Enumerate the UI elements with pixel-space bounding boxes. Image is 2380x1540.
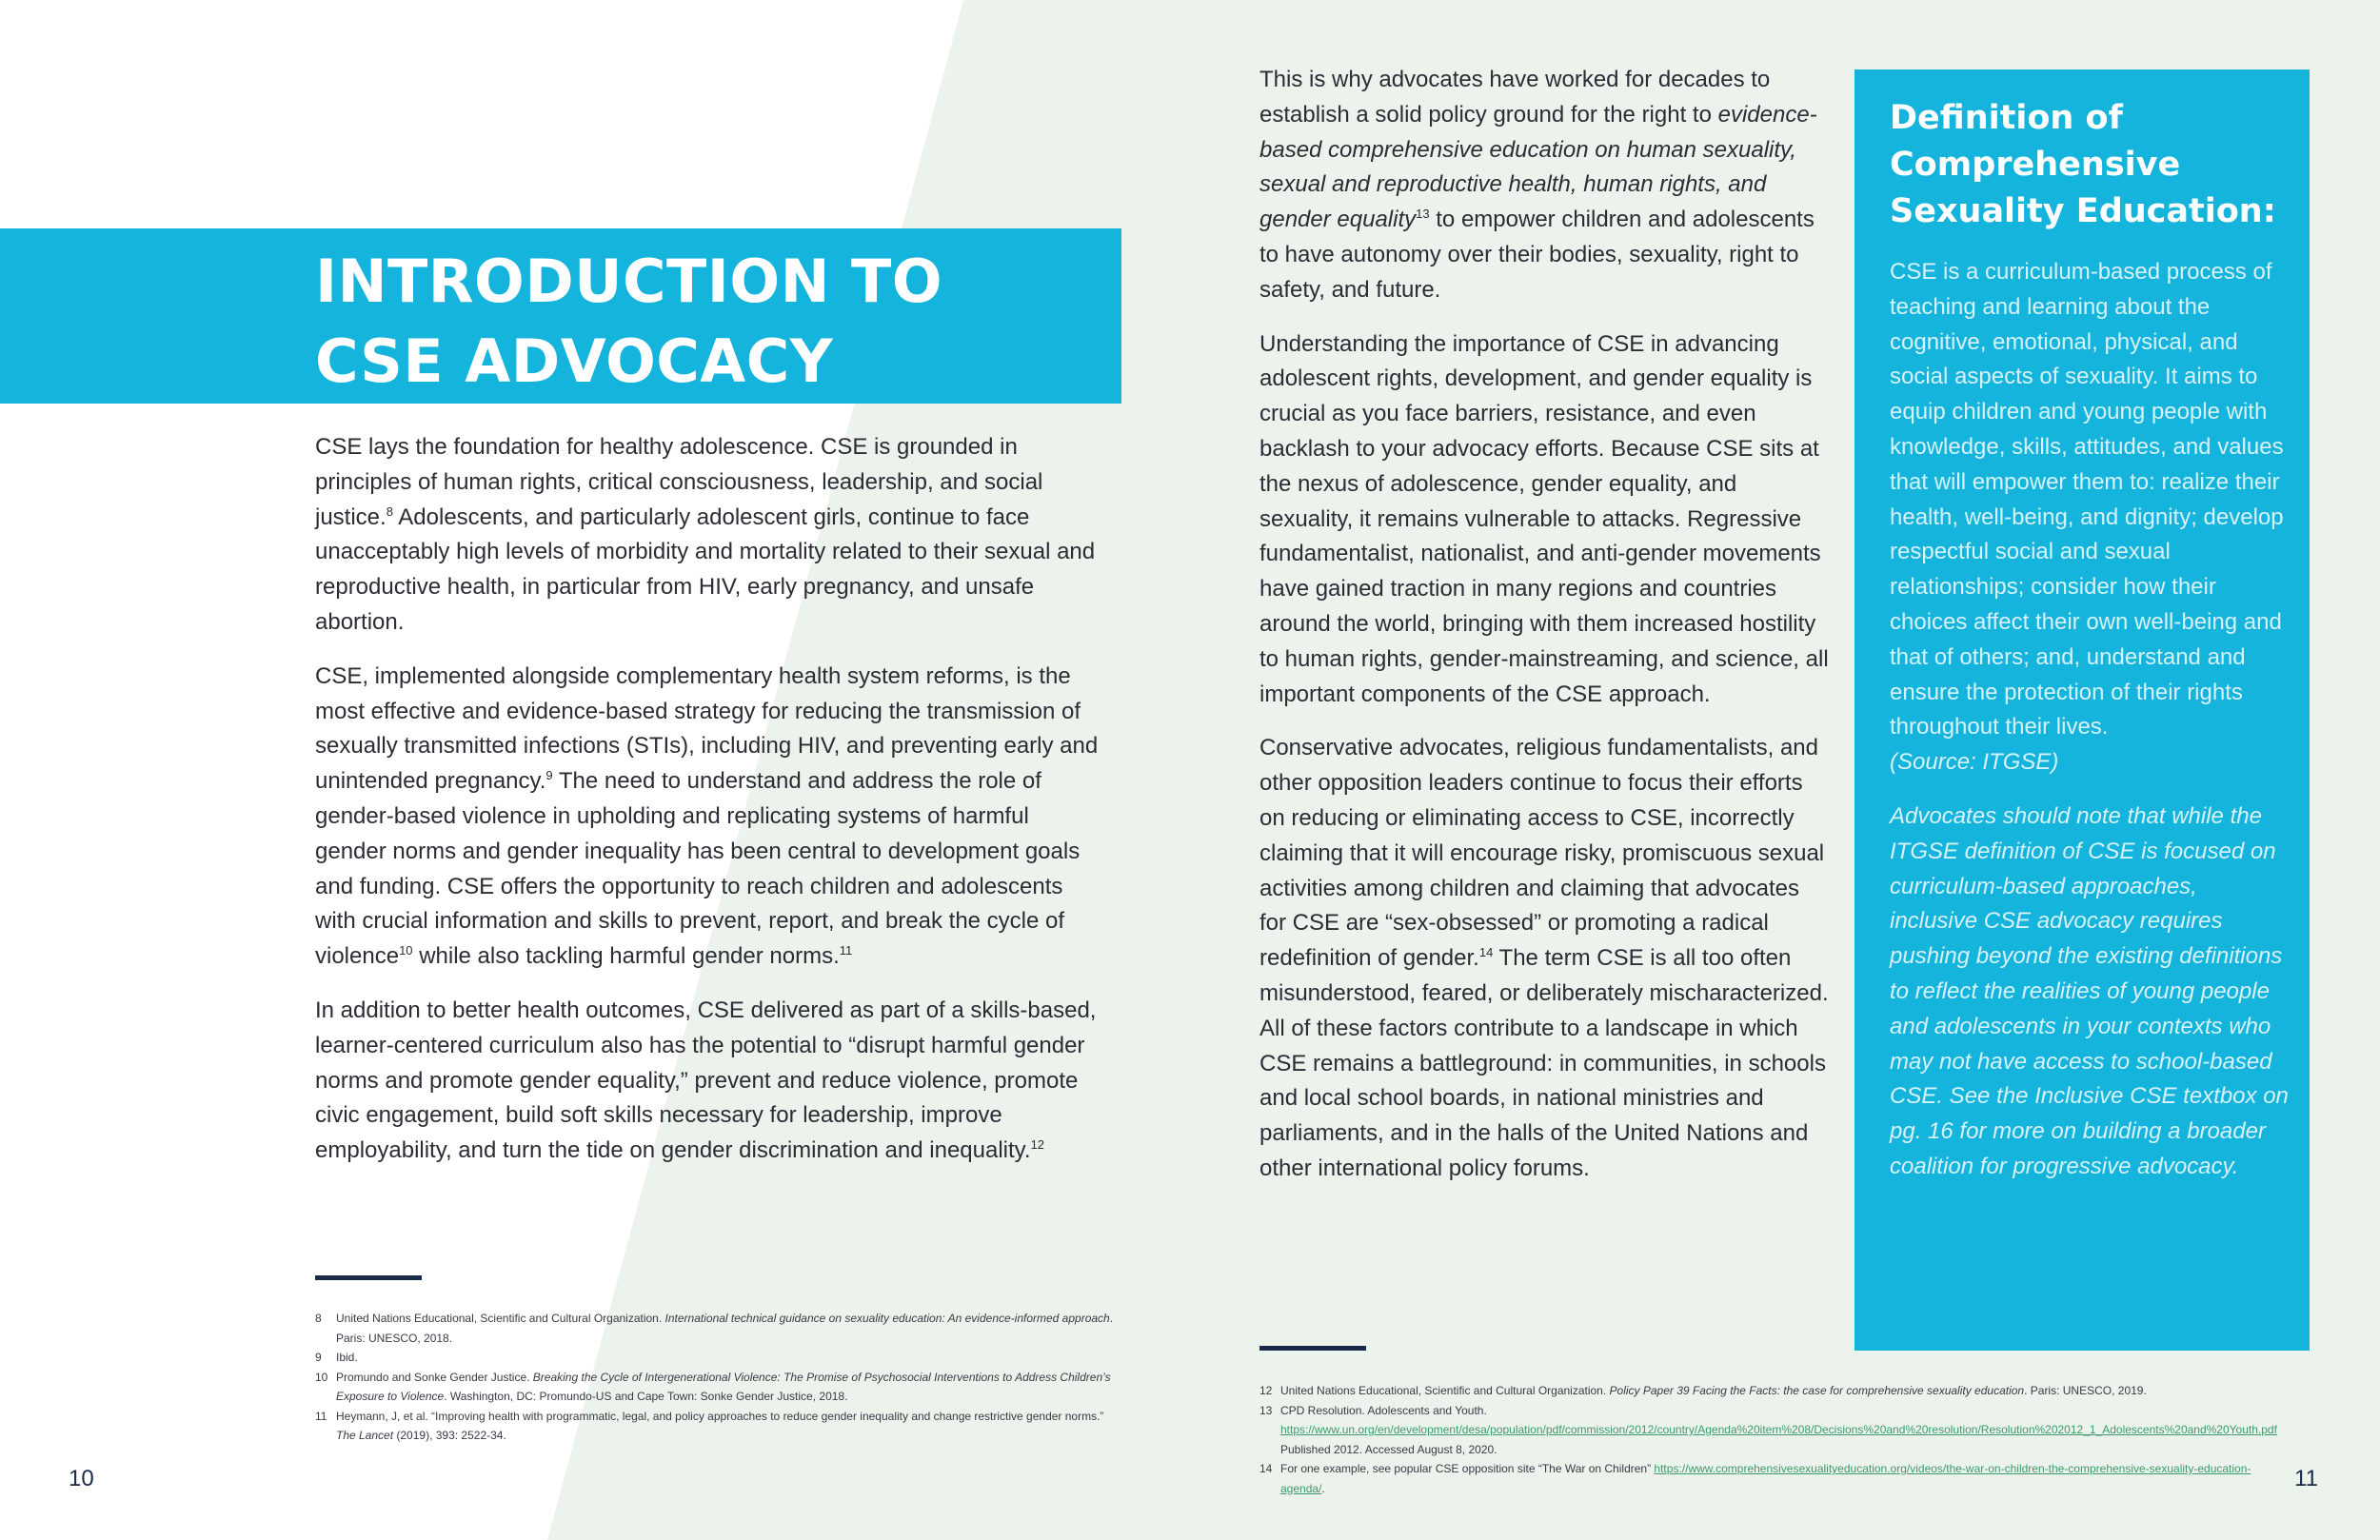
page-number-left: 10	[69, 1466, 94, 1491]
paragraph-footnote-ref: 10	[399, 943, 413, 958]
footnote-text: . Paris: UNESCO, 2018.	[336, 1312, 1114, 1345]
body-paragraph	[315, 660, 1105, 975]
footnote-text: .	[1321, 1481, 1325, 1495]
footnote-text	[336, 1309, 1124, 1348]
footnote	[315, 1407, 1124, 1446]
footnote-number: 12	[1259, 1384, 1273, 1397]
page-title	[315, 242, 1096, 402]
sidebar-title-line-3: Sexuality Education:	[1890, 192, 2276, 230]
footnote-text	[336, 1348, 358, 1368]
page-title-line-2: CSE ADVOCACY	[315, 326, 834, 396]
footnote-text: Heymann, J, et al. “Improving health with programmatic, legal, and policy approaches to reduce gender inequality and change restrictive gender norms.”	[336, 1409, 1104, 1423]
sidebar-definition: CSE is a curriculum-based process of teaching and learning about the cognitive, emotional, physical, and social aspects of sexuality. It aims to equip children and young people with knowledge, skills, attitudes, and values that will empower them to: realize their health, well-being, and dignity; develop respectful social and sexual relationships; consider how their choices affect their own well-being and that of others; and, understand and ensure the protection of their rights throughout their lives.	[1890, 259, 2284, 740]
footnote-italic-text: International technical guidance on sexuality education: An evidence-informed approach	[664, 1312, 1110, 1325]
footnote-link[interactable]: https://www.comprehensivesexualityeducation.org/videos/the-war-on-children-the-comprehensive-sexuality-education-agenda/	[1280, 1462, 2251, 1495]
body-paragraph	[1259, 731, 1831, 1186]
right-body-text	[1259, 63, 1831, 1206]
footnote-number: 13	[1259, 1403, 1273, 1417]
paragraph-text: CSE, implemented alongside complementary health system reforms, is the most effective and evidence-based strategy for reducing the transmission of sexually transmitted infections (STIs), including HIV, and preventing early and unintended pregnancy.	[315, 662, 1099, 795]
paragraph-text: to empower children and adolescents to have autonomy over their bodies, sexuality, right to safety, and future.	[1259, 207, 1815, 303]
footnote	[315, 1368, 1124, 1407]
footnote-text: For one example, see popular CSE opposition site “The War on Children”	[1280, 1462, 1655, 1475]
body-paragraph	[315, 430, 1105, 641]
footnote	[315, 1348, 1124, 1368]
footnote-text: Ibid.	[336, 1351, 358, 1364]
footnote-italic-text: Breaking the Cycle of Intergenerational Violence: The Promise of Psychosocial Interventions to Address Children’s Exposure to Violence	[336, 1370, 1111, 1403]
paragraph-text: Adolescents, and particularly adolescent girls, continue to face unacceptably high levels of morbidity and mortality related to their sexual and reproductive health, in particular from HIV, early pregnancy, and unsafe abortion.	[315, 503, 1096, 635]
body-paragraph	[1259, 327, 1831, 713]
paragraph-footnote-ref: 12	[1030, 1137, 1045, 1153]
footnote-italic-text: The Lancet	[336, 1429, 394, 1442]
body-paragraph	[1259, 63, 1831, 308]
sidebar-body	[1890, 255, 2290, 1204]
paragraph-text: Understanding the importance of CSE in advancing adolescent rights, development, and gender equality is crucial as you face barriers, resistance, and even backlash to your advocacy efforts. Because CSE sits at the nexus of adolescence, gender equality, and sexuality, it remains vulnerable to attacks. Regressive fundamentalist, nationalist, and anti-gender movements have gained traction in many regions and countries around the world, bringing with them increased hostility to human rights, gender-mainstreaming, and science, all important components of the CSE approach.	[1259, 330, 1829, 707]
left-body-text	[315, 430, 1105, 1188]
page-title-line-1: INTRODUCTION TO	[315, 247, 943, 316]
footnote-text: . Washington, DC: Promundo-US and Cape Town: Sonke Gender Justice, 2018.	[444, 1390, 848, 1403]
paragraph-footnote-ref: 9	[545, 768, 553, 783]
sidebar-note: Advocates should note that while the ITGSE definition of CSE is focused on curriculum-based approaches, inclusive CSE advocacy requires pushing beyond the existing definitions to reflect the realities of young people and adolescents in your contexts who may not have access to school-based CSE. See the Inclusive CSE textbox on pg. 16 for more on building a broader coalition for progressive advocacy.	[1890, 802, 2289, 1179]
body-paragraph	[315, 994, 1105, 1169]
left-footnotes	[315, 1309, 1124, 1446]
footnote-text: CPD Resolution. Adolescents and Youth.	[1280, 1403, 1487, 1417]
page-number-right: 11	[2294, 1466, 2318, 1491]
footnote-number: 10	[315, 1370, 328, 1384]
sidebar-title-line-1: Definition of	[1890, 99, 2123, 137]
footnote-divider-right	[1259, 1346, 1366, 1351]
footnote	[1259, 1401, 2288, 1460]
footnote-text: (2019), 393: 2522-34.	[393, 1429, 506, 1442]
paragraph-footnote-ref: 8	[386, 503, 393, 519]
footnote-text	[1280, 1401, 2288, 1460]
footnote-number: 14	[1259, 1462, 1273, 1475]
footnote-number: 9	[315, 1351, 322, 1364]
paragraph-text: Conservative advocates, religious fundamentalists, and other opposition leaders continue to focus their efforts on reducing or eliminating access to CSE, incorrectly claiming that it will encourage risky, promiscuous sexual activities among children and claiming that advocates for CSE are “sex-obsessed” or promoting a radical redefinition of gender.	[1259, 735, 1825, 972]
paragraph-text: In addition to better health outcomes, CSE delivered as part of a skills-based, learner-centered curriculum also has the potential to “disrupt harmful gender norms and promote gender equality,” prevent and reduce violence, promote civic engagement, build soft skills necessary for leadership, improve employability, and turn the tide on gender discrimination and inequality.	[315, 997, 1097, 1164]
footnote-text: United Nations Educational, Scientific and Cultural Organization.	[336, 1312, 665, 1325]
right-footnotes	[1259, 1381, 2288, 1498]
paragraph-text: The need to understand and address the role of gender-based violence in upholding and replicating systems of harmful gender norms and gender inequality has been central to development goals and funding. CSE offers the opportunity to reach children and adolescents with crucial information and skills to prevent, report, and break the cycle of violence	[315, 768, 1081, 970]
sidebar-title	[1890, 95, 2290, 235]
footnote	[1259, 1381, 2288, 1401]
footnote-link[interactable]: https://www.un.org/en/development/desa/population/pdf/commission/2012/country/Agenda%20item%208/Decisions%20and%20resolution/Resolution%202012_1_Adolescents%20and%20Youth.pdf	[1280, 1423, 2277, 1436]
footnote-text: United Nations Educational, Scientific and Cultural Organization.	[1280, 1384, 1610, 1397]
paragraph-text: The term CSE is all too often misunderstood, feared, or deliberately mischaracterized. All of these factors contribute to a landscape in which CSE remains a battleground: in communities, in schools and local school boards, in national ministries and parliaments, and in the halls of the United Nations and other international policy forums.	[1259, 945, 1829, 1181]
footnote-text: . Paris: UNESCO, 2019.	[2024, 1384, 2147, 1397]
paragraph-text: while also tackling harmful gender norms.	[412, 943, 840, 970]
paragraph-footnote-ref: 14	[1478, 945, 1494, 960]
sidebar-source: (Source: ITGSE)	[1890, 749, 2059, 776]
paragraph-text: CSE lays the foundation for healthy adolescence. CSE is grounded in principles of human rights, critical consciousness, leadership, and social justice.	[315, 434, 1043, 530]
footnote-number: 11	[315, 1409, 327, 1423]
footnote-text	[1280, 1459, 2288, 1498]
footnote-text	[336, 1368, 1124, 1407]
paragraph-footnote-ref: 11	[839, 943, 853, 958]
footnote-italic-text: Policy Paper 39 Facing the Facts: the case for comprehensive sexuality education	[1609, 1384, 2025, 1397]
paragraph-italic-text: evidence-based comprehensive education on human sexuality, sexual and reproductive health, human rights, and gender equality	[1259, 101, 1817, 233]
sidebar-title-line-2: Comprehensive	[1890, 146, 2181, 184]
footnote-text: Promundo and Sonke Gender Justice.	[336, 1370, 533, 1384]
footnote-text	[1280, 1381, 2147, 1401]
paragraph-footnote-ref: 13	[1416, 207, 1430, 222]
footnote-divider-left	[315, 1275, 422, 1280]
paragraph-text: This is why advocates have worked for decades to establish a solid policy ground for the right to	[1259, 67, 1771, 128]
footnote-text	[336, 1407, 1124, 1446]
footnote-text: Published 2012. Accessed August 8, 2020.	[1280, 1442, 1497, 1456]
footnote	[1259, 1459, 2288, 1498]
footnote	[315, 1309, 1124, 1348]
footnote-number: 8	[315, 1312, 322, 1325]
